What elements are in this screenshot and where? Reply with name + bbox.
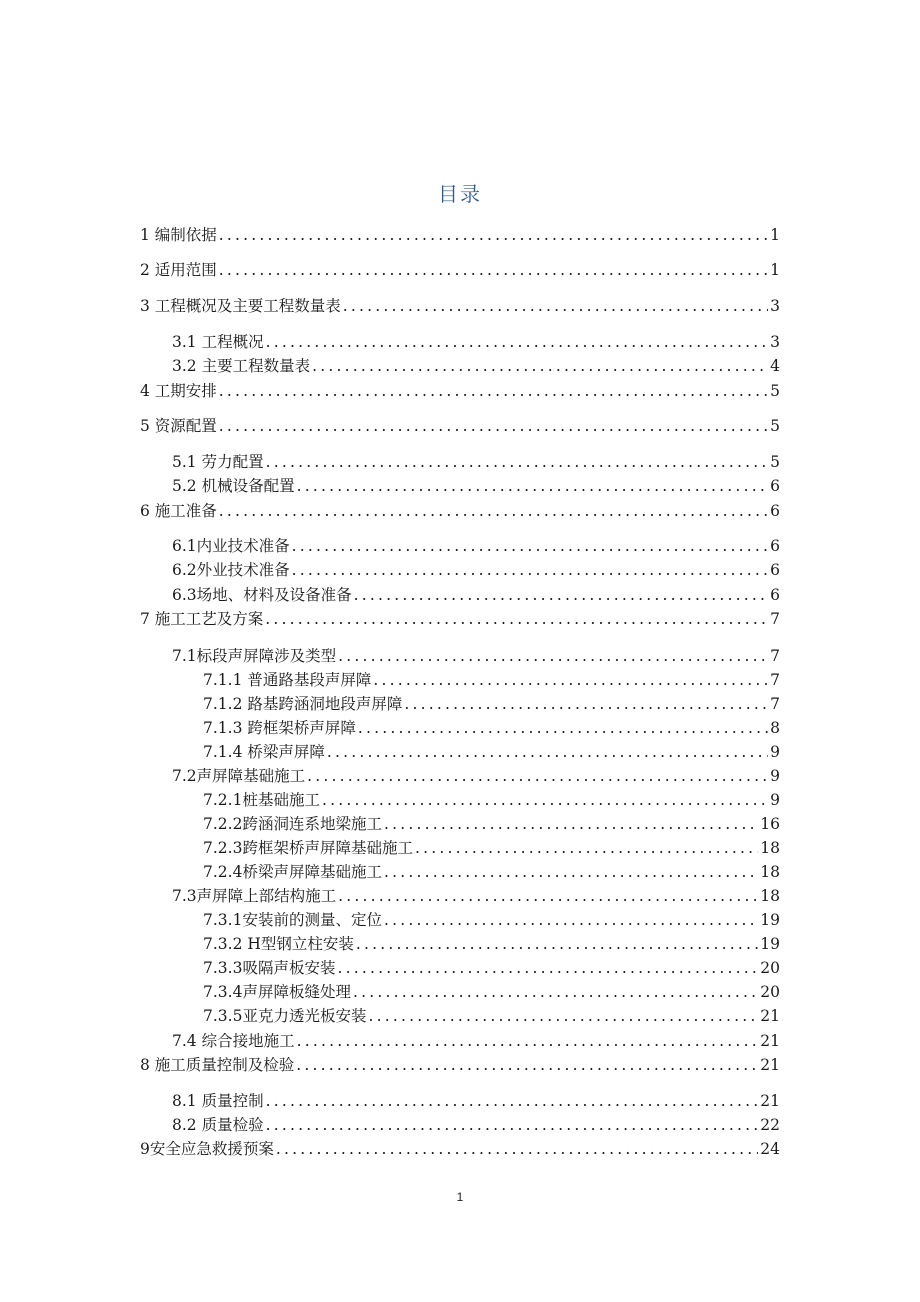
toc-entry-page: 1	[770, 261, 780, 279]
toc-entry-page: 20	[760, 983, 780, 1001]
toc-entry-page: 6	[770, 502, 780, 520]
toc-entry-label: 2 适用范围	[140, 261, 217, 279]
toc-entry-page: 9	[770, 767, 780, 785]
toc-entry[interactable]	[172, 355, 780, 377]
dot-leader	[264, 331, 769, 353]
toc-entry-label: 1 编制依据	[140, 226, 217, 244]
dot-leader	[217, 415, 768, 437]
toc-entry-page: 21	[760, 1056, 780, 1074]
toc-entry-label: 7 施工工艺及方案	[140, 610, 264, 628]
toc-entry[interactable]	[140, 500, 780, 522]
toc-entry-page: 9	[770, 743, 780, 761]
toc-entry-page: 22	[760, 1116, 780, 1134]
toc-entry-label: 5.1 劳力配置	[172, 453, 264, 471]
toc-entry[interactable]	[203, 837, 780, 859]
dot-leader	[335, 957, 758, 979]
toc-entry[interactable]	[203, 933, 780, 955]
dot-leader	[264, 451, 769, 473]
toc-entry-label: 6.3场地、材料及设备准备	[172, 586, 352, 604]
toc-entry[interactable]	[172, 1114, 780, 1136]
dot-leader	[217, 224, 768, 246]
toc-entry-page: 6	[770, 477, 780, 495]
toc-entry-page: 3	[770, 333, 780, 351]
toc-entry-label: 7.2.4桥梁声屏障基础施工	[203, 863, 382, 881]
toc-entry[interactable]	[140, 415, 780, 437]
toc-entry-label: 3.1 工程概况	[172, 333, 264, 351]
dot-leader	[217, 500, 768, 522]
dot-leader	[351, 981, 758, 1003]
toc-entry[interactable]	[172, 885, 780, 907]
dot-leader	[320, 789, 768, 811]
toc-entry-label: 4 工期安排	[140, 382, 217, 400]
toc-entry-page: 19	[760, 911, 780, 929]
toc-entry-page: 5	[770, 382, 780, 400]
toc-entry[interactable]	[203, 717, 780, 739]
dot-leader	[371, 669, 768, 691]
toc-entry[interactable]	[203, 693, 780, 715]
toc-entry-label: 6.1内业技术准备	[172, 537, 290, 555]
toc-entry[interactable]	[203, 981, 780, 1003]
toc-entry-label: 7.2声屏障基础施工	[172, 767, 306, 785]
toc-entry[interactable]	[203, 1005, 780, 1027]
toc-entry-label: 7.3.1安装前的测量、定位	[203, 911, 382, 929]
toc-entry-label: 6 施工准备	[140, 502, 217, 520]
dot-leader	[295, 1030, 759, 1052]
dot-leader	[217, 259, 768, 281]
dot-leader	[274, 1138, 758, 1160]
toc-entry[interactable]	[140, 224, 780, 246]
toc-entry-label: 7.3.5亚克力透光板安装	[203, 1007, 367, 1025]
toc-entry-label: 7.1标段声屏障涉及类型	[172, 647, 337, 665]
toc-entry-page: 21	[760, 1007, 780, 1025]
toc-entry-page: 21	[760, 1032, 780, 1050]
dot-leader	[295, 475, 769, 497]
toc-entry-label: 7.3.3吸隔声板安装	[203, 959, 336, 977]
toc-entry-label: 8.1 质量控制	[172, 1092, 264, 1110]
toc-entry-page: 18	[760, 887, 780, 905]
toc-entry-label: 5.2 机械设备配置	[172, 477, 295, 495]
toc-entry-page: 18	[760, 863, 780, 881]
dot-leader	[294, 1054, 758, 1076]
dot-leader	[382, 813, 758, 835]
dot-leader	[341, 295, 768, 317]
toc-entry-page: 19	[760, 935, 780, 953]
toc-entry-label: 7.3声屏障上部结构施工	[172, 887, 337, 905]
toc-entry-page: 7	[770, 695, 780, 713]
toc-entry-label: 7.3.4声屏障板缝处理	[203, 983, 351, 1001]
dot-leader	[305, 765, 768, 787]
toc-entry-page: 8	[770, 719, 780, 737]
toc-entry-page: 5	[770, 417, 780, 435]
toc-entry[interactable]	[203, 669, 780, 691]
toc-entry[interactable]	[140, 1138, 780, 1160]
dot-leader	[356, 717, 768, 739]
dot-leader	[264, 1090, 759, 1112]
dot-leader	[336, 885, 758, 907]
toc-entry[interactable]	[140, 295, 780, 317]
toc-entry-page: 7	[770, 610, 780, 628]
toc-entry[interactable]	[203, 957, 780, 979]
toc-entry[interactable]	[172, 584, 780, 606]
dot-leader	[217, 380, 768, 402]
toc-entry[interactable]	[140, 259, 780, 281]
toc-entry[interactable]	[140, 1054, 780, 1076]
toc-entry-page: 1	[770, 226, 780, 244]
toc-entry-label: 3 工程概况及主要工程数量表	[140, 297, 341, 315]
dot-leader	[413, 837, 758, 859]
toc-entry-label: 7.2.2跨涵洞连系地梁施工	[203, 815, 382, 833]
toc-entry[interactable]	[203, 741, 780, 763]
toc-entry-page: 6	[770, 586, 780, 604]
dot-leader	[402, 693, 768, 715]
toc-entry-label: 6.2外业技术准备	[172, 561, 290, 579]
toc-entry-page: 9	[770, 791, 780, 809]
toc-entry-page: 18	[760, 839, 780, 857]
toc-entry-label: 3.2 主要工程数量表	[172, 357, 311, 375]
toc-entry[interactable]	[172, 451, 780, 473]
toc-entry-label: 7.1.4 桥梁声屏障	[203, 743, 325, 761]
toc-entry-page: 16	[760, 815, 780, 833]
toc-entry-page: 7	[770, 647, 780, 665]
dot-leader	[366, 1005, 758, 1027]
dot-leader	[290, 535, 768, 557]
toc-entry-label: 7.2.3跨框架桥声屏障基础施工	[203, 839, 413, 857]
toc-entry-label: 8 施工质量控制及检验	[140, 1056, 295, 1074]
toc-entry-label: 7.4 综合接地施工	[172, 1032, 295, 1050]
toc-entry[interactable]	[203, 789, 780, 811]
toc-entry[interactable]	[203, 909, 780, 931]
toc-entry[interactable]	[172, 535, 780, 557]
dot-leader	[325, 741, 768, 763]
toc-entry-label: 7.1.2 路基跨涵洞地段声屏障	[203, 695, 403, 713]
dot-leader	[354, 933, 758, 955]
dot-leader	[290, 559, 768, 581]
toc-entry[interactable]	[172, 559, 780, 581]
toc-entry[interactable]	[172, 331, 780, 353]
toc-entry-page: 6	[770, 537, 780, 555]
toc-entry[interactable]	[172, 765, 780, 787]
toc-entry-page: 24	[760, 1140, 780, 1158]
toc-entry-page: 7	[770, 671, 780, 689]
toc-entry[interactable]	[172, 1030, 780, 1052]
dot-leader	[382, 909, 758, 931]
dot-leader	[382, 861, 758, 883]
toc-entry-page: 3	[770, 297, 780, 315]
toc-entry-label: 8.2 质量检验	[172, 1116, 264, 1134]
toc-entry[interactable]	[140, 608, 780, 630]
toc-entry-label: 9安全应急救援预案	[140, 1140, 274, 1158]
toc-entry[interactable]	[203, 861, 780, 883]
toc-entry[interactable]	[172, 475, 780, 497]
toc-entry-page: 5	[770, 453, 780, 471]
page-number: 1	[456, 1190, 464, 1204]
toc-entry[interactable]	[140, 380, 780, 402]
toc-entry[interactable]	[172, 1090, 780, 1112]
toc-entry-label: 5 资源配置	[140, 417, 217, 435]
toc-entry-page: 21	[760, 1092, 780, 1110]
toc-entry-label: 7.1.3 跨框架桥声屏障	[203, 719, 356, 737]
toc-entry-page: 6	[770, 561, 780, 579]
toc-entry-label: 7.2.1桩基础施工	[203, 791, 320, 809]
toc-entry[interactable]	[172, 645, 780, 667]
toc-entry-label: 7.3.2 H型钢立柱安装	[203, 935, 354, 953]
dot-leader	[263, 608, 768, 630]
toc-entry-page: 4	[770, 357, 780, 375]
toc-entry-page: 20	[760, 959, 780, 977]
toc-entry[interactable]	[203, 813, 780, 835]
dot-leader	[264, 1114, 759, 1136]
toc-entry-label: 7.1.1 普通路基段声屏障	[203, 671, 372, 689]
toc-title: 目录	[438, 182, 482, 206]
dot-leader	[310, 355, 768, 377]
dot-leader	[336, 645, 768, 667]
dot-leader	[352, 584, 768, 606]
